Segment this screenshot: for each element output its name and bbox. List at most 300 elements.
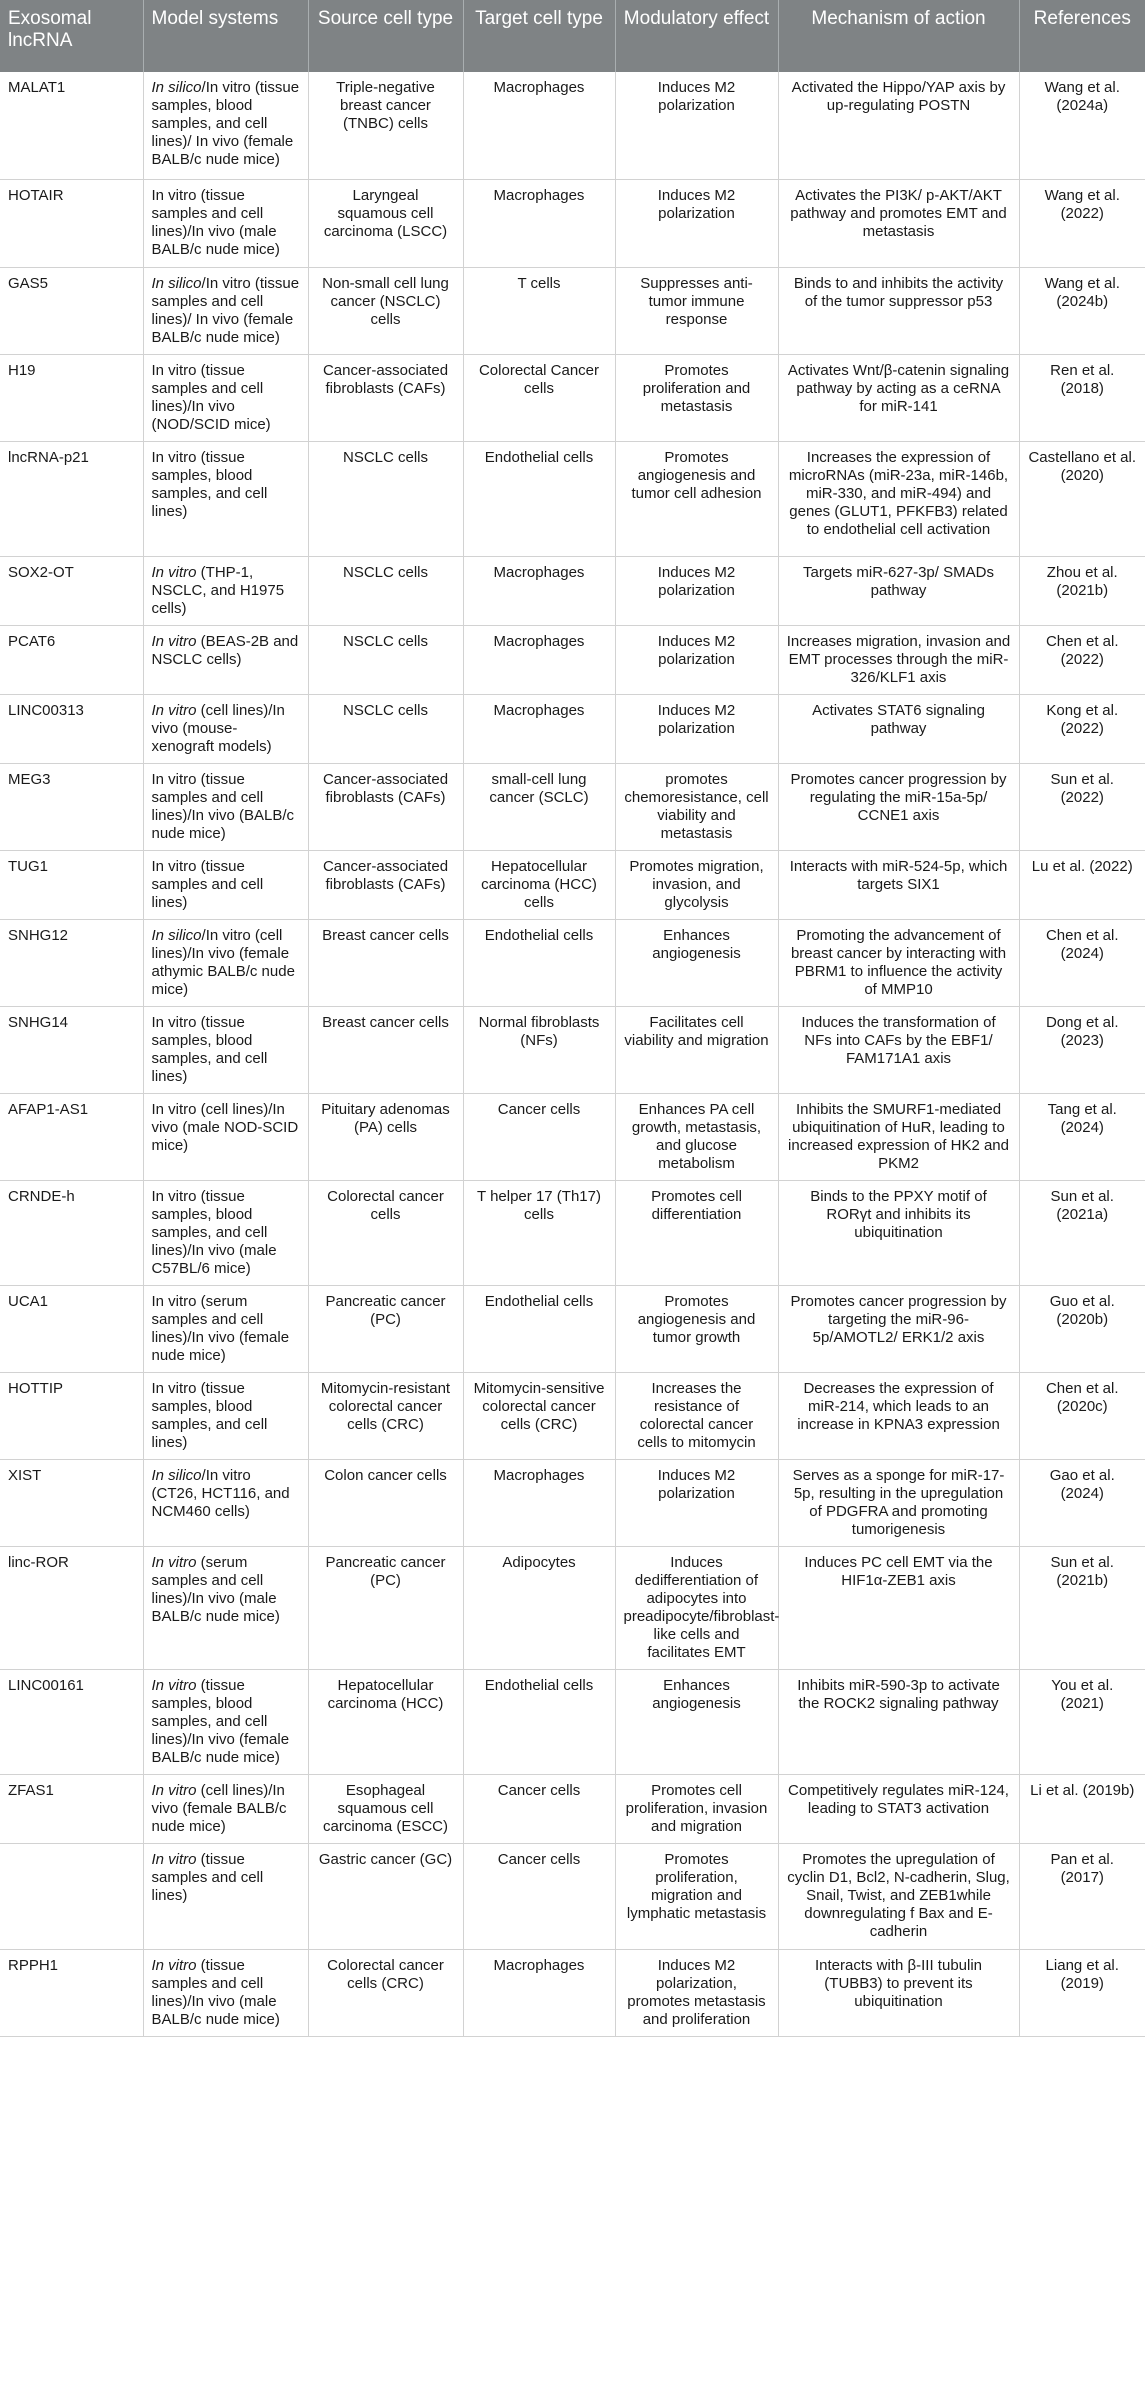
table-row xyxy=(0,267,1145,354)
model-systems-cell xyxy=(143,694,308,763)
modulatory-effect: Promotes proliferation, migration and lymphatic metastasis xyxy=(626,1850,767,1922)
source-cell-type-cell xyxy=(308,1093,463,1180)
reference-cell xyxy=(1019,1843,1145,1949)
model-systems-text: (serum samples and cell lines)/In vivo (male BALB/c nude mice) xyxy=(151,1553,280,1625)
model-systems-text: (THP-1, NSCLC, and H1975 cells) xyxy=(151,563,285,617)
target-cell-type-cell xyxy=(463,1669,615,1774)
target-cell-type-cell xyxy=(463,1372,615,1459)
target-cell-type: Macrophages xyxy=(493,186,585,204)
modulatory-effect: Induces M2 polarization xyxy=(657,632,736,668)
modulatory-effect-cell xyxy=(615,1546,778,1669)
lncrna-name-cell xyxy=(0,1843,143,1949)
lncrna-name-cell xyxy=(0,1949,143,2036)
reference: Sun et al. (2022) xyxy=(1050,770,1114,806)
source-cell-type: Pancreatic cancer (PC) xyxy=(325,1553,446,1589)
source-cell-type: Cancer-associated fibroblasts (CAFs) xyxy=(322,857,449,893)
mechanism-of-action: Induces PC cell EMT via the HIF1α-ZEB1 axis xyxy=(804,1553,993,1589)
lncrna-name-cell xyxy=(0,1006,143,1093)
reference: Tang et al. (2024) xyxy=(1047,1100,1117,1136)
modulatory-effect-cell xyxy=(615,694,778,763)
source-cell-type-cell xyxy=(308,556,463,625)
model-systems-italic: In vitro xyxy=(151,563,197,581)
reference: Li et al. (2019b) xyxy=(1030,1781,1135,1799)
reference-cell xyxy=(1019,1459,1145,1546)
source-cell-type: NSCLC cells xyxy=(342,632,429,650)
lncrna-name-cell xyxy=(0,72,143,179)
table-row xyxy=(0,1843,1145,1949)
modulatory-effect: Suppresses anti-tumor immune response xyxy=(640,274,753,328)
target-cell-type: T cells xyxy=(517,274,561,292)
target-cell-type: Cancer cells xyxy=(497,1781,581,1799)
reference: Dong et al. (2023) xyxy=(1045,1013,1119,1049)
source-cell-type-cell xyxy=(308,1949,463,2036)
mechanism-of-action: Serves as a sponge for miR-17-5p, resulting in the upregulation of PDGFRA and promoting tumorigenesis xyxy=(792,1466,1005,1538)
modulatory-effect: Enhances angiogenesis xyxy=(652,1676,741,1712)
mechanism-of-action-cell xyxy=(778,1459,1019,1546)
header-row xyxy=(0,0,1145,72)
modulatory-effect: Promotes angiogenesis and tumor growth xyxy=(637,1292,756,1346)
source-cell-type: Hepatocellular carcinoma (HCC) xyxy=(327,1676,444,1712)
source-cell-type-cell xyxy=(308,441,463,556)
modulatory-effect-cell xyxy=(615,441,778,556)
modulatory-effect: Induces M2 polarization xyxy=(657,563,736,599)
reference-cell xyxy=(1019,919,1145,1006)
model-systems-text: In vitro (tissue samples and cell lines)/In vivo (NOD/SCID mice) xyxy=(151,361,271,433)
mechanism-of-action-cell xyxy=(778,1372,1019,1459)
model-systems-text: In vitro (tissue samples, blood samples, and cell lines) xyxy=(151,1379,268,1451)
mechanism-of-action-cell xyxy=(778,694,1019,763)
table-row xyxy=(0,919,1145,1006)
lncrna-name-cell xyxy=(0,1372,143,1459)
reference-cell xyxy=(1019,1949,1145,2036)
target-cell-type-cell xyxy=(463,1285,615,1372)
source-cell-type-cell xyxy=(308,1669,463,1774)
source-cell-type-cell xyxy=(308,694,463,763)
target-cell-type-cell xyxy=(463,72,615,179)
model-systems-cell xyxy=(143,919,308,1006)
table-row xyxy=(0,556,1145,625)
source-cell-type-cell xyxy=(308,919,463,1006)
modulatory-effect-cell xyxy=(615,850,778,919)
lncrna-name: linc-ROR xyxy=(8,1553,69,1571)
target-cell-type: Normal fibroblasts (NFs) xyxy=(478,1013,600,1049)
lncrna-name-cell xyxy=(0,1546,143,1669)
source-cell-type-cell xyxy=(308,267,463,354)
target-cell-type: Endothelial cells xyxy=(484,926,594,944)
target-cell-type: Mitomycin-sensitive colorectal cancer cells (CRC) xyxy=(473,1379,605,1433)
modulatory-effect: Enhances PA cell growth, metastasis, and glucose metabolism xyxy=(631,1100,762,1172)
lncrna-name: TUG1 xyxy=(8,857,49,875)
table-row xyxy=(0,1285,1145,1372)
mechanism-of-action-cell xyxy=(778,625,1019,694)
model-systems-cell xyxy=(143,1669,308,1774)
lncrna-name-cell xyxy=(0,556,143,625)
lncrna-name: PCAT6 xyxy=(8,632,56,650)
model-systems-text: (tissue samples and cell lines)/In vivo (male BALB/c nude mice) xyxy=(151,1956,280,2028)
source-cell-type-cell xyxy=(308,1372,463,1459)
source-cell-type-cell xyxy=(308,1546,463,1669)
model-systems-text: In vitro (cell lines)/In vivo (male NOD-SCID mice) xyxy=(151,1100,299,1154)
mechanism-of-action-cell xyxy=(778,1669,1019,1774)
lncrna-name: SOX2-OT xyxy=(8,563,74,581)
lncrna-name: RPPH1 xyxy=(8,1956,59,1974)
lncrna-name: CRNDE-h xyxy=(8,1187,75,1205)
table-row xyxy=(0,1006,1145,1093)
lncrna-name-cell xyxy=(0,1459,143,1546)
target-cell-type: Endothelial cells xyxy=(484,448,594,466)
lncrna-name: SNHG14 xyxy=(8,1013,69,1031)
lncrna-name-cell xyxy=(0,625,143,694)
source-cell-type: Pituitary adenomas (PA) cells xyxy=(321,1100,450,1136)
target-cell-type: Endothelial cells xyxy=(484,1292,594,1310)
lncrna-name: MEG3 xyxy=(8,770,51,788)
reference: Zhou et al. (2021b) xyxy=(1046,563,1118,599)
table-row xyxy=(0,625,1145,694)
source-cell-type: Colorectal cancer cells xyxy=(327,1187,444,1223)
modulatory-effect: Promotes cell differentiation xyxy=(651,1187,742,1223)
source-cell-type: Laryngeal squamous cell carcinoma (LSCC) xyxy=(323,186,448,240)
model-systems-italic: In silico xyxy=(151,274,202,292)
reference-cell xyxy=(1019,1093,1145,1180)
model-systems-text: In vitro (tissue samples, blood samples, and cell lines) xyxy=(151,1013,268,1085)
reference: Sun et al. (2021b) xyxy=(1050,1553,1114,1589)
target-cell-type: Hepatocellular carcinoma (HCC) cells xyxy=(481,857,597,911)
modulatory-effect-cell xyxy=(615,1949,778,2036)
model-systems-cell xyxy=(143,1459,308,1546)
lncrna-name: HOTAIR xyxy=(8,186,64,204)
modulatory-effect-cell xyxy=(615,1774,778,1843)
reference-cell xyxy=(1019,1180,1145,1285)
lncrna-name: lncRNA-p21 xyxy=(8,448,89,466)
mechanism-of-action: Activates STAT6 signaling pathway xyxy=(812,701,985,737)
modulatory-effect-cell xyxy=(615,354,778,441)
source-cell-type: Gastric cancer (GC) xyxy=(318,1850,453,1868)
source-cell-type: NSCLC cells xyxy=(342,563,429,581)
mechanism-of-action-cell xyxy=(778,354,1019,441)
reference-cell xyxy=(1019,556,1145,625)
lncrna-name-cell xyxy=(0,1774,143,1843)
target-cell-type: Macrophages xyxy=(493,563,585,581)
source-cell-type: NSCLC cells xyxy=(342,701,429,719)
mechanism-of-action-cell xyxy=(778,72,1019,179)
modulatory-effect-cell xyxy=(615,267,778,354)
lncrna-name-cell xyxy=(0,441,143,556)
table-row xyxy=(0,179,1145,267)
table-row xyxy=(0,1180,1145,1285)
source-cell-type-cell xyxy=(308,179,463,267)
target-cell-type-cell xyxy=(463,1546,615,1669)
mechanism-of-action-cell xyxy=(778,179,1019,267)
lncrna-name-cell xyxy=(0,1285,143,1372)
modulatory-effect: Induces M2 polarization xyxy=(657,79,736,114)
target-cell-type-cell xyxy=(463,1180,615,1285)
model-systems-text: /In vitro (tissue samples and cell lines)/ In vivo (female BALB/c nude mice) xyxy=(151,274,300,346)
target-cell-type-cell xyxy=(463,556,615,625)
source-cell-type-cell xyxy=(308,1459,463,1546)
table-row xyxy=(0,72,1145,179)
lncrna-name-cell xyxy=(0,354,143,441)
source-cell-type: Pancreatic cancer (PC) xyxy=(325,1292,446,1328)
model-systems-text: (tissue samples, blood samples, and cell lines)/In vivo (female BALB/c nude mice) xyxy=(151,1676,290,1766)
target-cell-type-cell xyxy=(463,179,615,267)
table-row xyxy=(0,694,1145,763)
modulatory-effect-cell xyxy=(615,919,778,1006)
lncrna-name: H19 xyxy=(8,361,36,379)
reference: Wang et al. (2024a) xyxy=(1044,79,1120,114)
mechanism-of-action: Promotes cancer progression by targeting the miR-96-5p/AMOTL2/ ERK1/2 axis xyxy=(790,1292,1007,1346)
target-cell-type: Macrophages xyxy=(493,701,585,719)
target-cell-type-cell xyxy=(463,850,615,919)
mechanism-of-action: Interacts with β-III tubulin (TUBB3) to prevent its ubiquitination xyxy=(814,1956,983,2010)
model-systems-italic: In silico xyxy=(151,926,202,944)
reference-cell xyxy=(1019,1669,1145,1774)
reference: Wang et al. (2024b) xyxy=(1044,274,1120,310)
mechanism-of-action: Increases the expression of microRNAs (miR-23a, miR-146b, miR-330, and miR-494) and genes (GLUT1, PFKFB3) related to endothelial cell activation xyxy=(788,448,1009,538)
lncrna-name-cell xyxy=(0,1669,143,1774)
reference-cell xyxy=(1019,1774,1145,1843)
model-systems-cell xyxy=(143,1285,308,1372)
target-cell-type: Cancer cells xyxy=(497,1100,581,1118)
source-cell-type-cell xyxy=(308,354,463,441)
modulatory-effect-cell xyxy=(615,1843,778,1949)
target-cell-type: Endothelial cells xyxy=(484,1676,594,1694)
lncrna-name-cell xyxy=(0,850,143,919)
model-systems-cell xyxy=(143,556,308,625)
source-cell-type: Cancer-associated fibroblasts (CAFs) xyxy=(322,770,449,806)
model-systems-text: /In vitro (cell lines)/In vivo (female athymic BALB/c nude mice) xyxy=(151,926,295,998)
target-cell-type: small-cell lung cancer (SCLC) xyxy=(489,770,589,806)
target-cell-type: Colorectal Cancer cells xyxy=(478,361,600,397)
table-row xyxy=(0,1546,1145,1669)
target-cell-type-cell xyxy=(463,1949,615,2036)
source-cell-type: Cancer-associated fibroblasts (CAFs) xyxy=(322,361,449,397)
modulatory-effect-cell xyxy=(615,1372,778,1459)
source-cell-type-cell xyxy=(308,72,463,179)
reference: Castellano et al. (2020) xyxy=(1028,448,1137,484)
lncrna-name-cell xyxy=(0,267,143,354)
model-systems-text: (BEAS-2B and NSCLC cells) xyxy=(151,632,299,668)
reference: Ren et al. (2018) xyxy=(1050,361,1115,397)
lncrna-name: GAS5 xyxy=(8,274,49,292)
reference-cell xyxy=(1019,850,1145,919)
reference: Chen et al. (2020c) xyxy=(1045,1379,1119,1415)
reference: Kong et al. (2022) xyxy=(1046,701,1119,737)
mechanism-of-action: Activates Wnt/β-catenin signaling pathway by acting as a ceRNA for miR-141 xyxy=(787,361,1010,415)
mechanism-of-action-cell xyxy=(778,1774,1019,1843)
mechanism-of-action-cell xyxy=(778,1546,1019,1669)
table-row xyxy=(0,441,1145,556)
lncrna-name: XIST xyxy=(8,1466,42,1484)
source-cell-type: Non-small cell lung cancer (NSCLC) cells xyxy=(322,274,449,328)
target-cell-type: Macrophages xyxy=(493,1956,585,1974)
reference-cell xyxy=(1019,441,1145,556)
mechanism-of-action: Binds to the PPXY motif of RORγt and inhibits its ubiquitination xyxy=(810,1187,987,1241)
reference-cell xyxy=(1019,763,1145,850)
table-row xyxy=(0,354,1145,441)
target-cell-type: T helper 17 (Th17) cells xyxy=(477,1187,601,1223)
reference: Sun et al. (2021a) xyxy=(1050,1187,1114,1223)
modulatory-effect: Enhances angiogenesis xyxy=(652,926,741,962)
modulatory-effect: Facilitates cell viability and migration xyxy=(624,1013,769,1049)
mechanism-of-action-cell xyxy=(778,1006,1019,1093)
lncrna-name-cell xyxy=(0,1180,143,1285)
table-row xyxy=(0,1949,1145,2036)
mechanism-of-action: Targets miR-627-3p/ SMADs pathway xyxy=(803,563,994,599)
model-systems-italic: In vitro xyxy=(151,1781,197,1799)
mechanism-of-action: Increases migration, invasion and EMT processes through the miR-326/KLF1 axis xyxy=(786,632,1011,686)
modulatory-effect: Promotes migration, invasion, and glycolysis xyxy=(629,857,764,911)
model-systems-italic: In vitro xyxy=(151,1553,197,1571)
target-cell-type-cell xyxy=(463,267,615,354)
model-systems-text: In vitro (tissue samples, blood samples, and cell lines)/In vivo (male C57BL/6 mice) xyxy=(151,1187,277,1277)
target-cell-type-cell xyxy=(463,354,615,441)
modulatory-effect-cell xyxy=(615,763,778,850)
reference-cell xyxy=(1019,625,1145,694)
reference-cell xyxy=(1019,72,1145,179)
model-systems-cell xyxy=(143,763,308,850)
model-systems-italic: In vitro xyxy=(151,1850,197,1868)
model-systems-italic: In vitro xyxy=(151,632,197,650)
target-cell-type: Macrophages xyxy=(493,1466,585,1484)
lncrna-name: LINC00313 xyxy=(8,701,84,719)
lncrna-name: UCA1 xyxy=(8,1292,49,1310)
mechanism-of-action-cell xyxy=(778,441,1019,556)
model-systems-cell xyxy=(143,441,308,556)
model-systems-cell xyxy=(143,1546,308,1669)
modulatory-effect-cell xyxy=(615,1180,778,1285)
model-systems-cell xyxy=(143,1949,308,2036)
source-cell-type-cell xyxy=(308,1285,463,1372)
lncrna-name-cell xyxy=(0,179,143,267)
source-cell-type-cell xyxy=(308,1843,463,1949)
mechanism-of-action: Binds to and inhibits the activity of the tumor suppressor p53 xyxy=(793,274,1004,310)
table-body xyxy=(0,72,1145,2036)
model-systems-cell xyxy=(143,72,308,179)
modulatory-effect: Induces M2 polarization xyxy=(657,1466,736,1502)
modulatory-effect: promotes chemoresistance, cell viability and metastasis xyxy=(624,770,769,842)
model-systems-italic: In silico xyxy=(151,1466,202,1484)
model-systems-cell xyxy=(143,1093,308,1180)
table-row xyxy=(0,763,1145,850)
modulatory-effect-cell xyxy=(615,625,778,694)
model-systems-text: (tissue samples and cell lines) xyxy=(151,1850,264,1904)
target-cell-type: Macrophages xyxy=(493,632,585,650)
lncrna-name-cell xyxy=(0,1093,143,1180)
model-systems-italic: In vitro xyxy=(151,1676,197,1694)
modulatory-effect-cell xyxy=(615,1285,778,1372)
lncrna-name: SNHG12 xyxy=(8,926,69,944)
mechanism-of-action: Competitively regulates miR-124, leading to STAT3 activation xyxy=(788,1781,1009,1817)
source-cell-type-cell xyxy=(308,625,463,694)
lncrna-name: AFAP1-AS1 xyxy=(8,1100,89,1118)
header-modulatory-effect: Modulatory effect xyxy=(615,0,778,72)
modulatory-effect: Induces M2 polarization xyxy=(657,186,736,222)
modulatory-effect-cell xyxy=(615,1006,778,1093)
lncrna-name: HOTTIP xyxy=(8,1379,63,1397)
table-row xyxy=(0,1093,1145,1180)
lncrna-name: ZFAS1 xyxy=(8,1781,54,1799)
target-cell-type-cell xyxy=(463,441,615,556)
table-row xyxy=(0,1774,1145,1843)
mechanism-of-action: Induces the transformation of NFs into CAFs by the EBF1/ FAM171A1 axis xyxy=(801,1013,996,1067)
model-systems-cell xyxy=(143,1006,308,1093)
header-exosomal-lncrna: Exosomal lncRNA xyxy=(0,0,143,72)
mechanism-of-action: Activates the PI3K/ p-AKT/AKT pathway and promotes EMT and metastasis xyxy=(790,186,1007,240)
reference-cell xyxy=(1019,1006,1145,1093)
reference-cell xyxy=(1019,1372,1145,1459)
lncrna-name-cell xyxy=(0,694,143,763)
source-cell-type: Breast cancer cells xyxy=(322,1013,449,1031)
target-cell-type: Macrophages xyxy=(493,79,585,96)
reference-cell xyxy=(1019,354,1145,441)
source-cell-type-cell xyxy=(308,1006,463,1093)
mechanism-of-action-cell xyxy=(778,1180,1019,1285)
model-systems-italic: In vitro xyxy=(151,701,197,719)
mechanism-of-action-cell xyxy=(778,850,1019,919)
mechanism-of-action-cell xyxy=(778,556,1019,625)
modulatory-effect: Induces M2 polarization, promotes metastasis and proliferation xyxy=(627,1956,766,2028)
mechanism-of-action-cell xyxy=(778,267,1019,354)
reference: Lu et al. (2022) xyxy=(1031,857,1133,875)
model-systems-italic: In vitro xyxy=(151,1956,197,1974)
source-cell-type: Esophageal squamous cell carcinoma (ESCC) xyxy=(322,1781,449,1835)
target-cell-type-cell xyxy=(463,1459,615,1546)
model-systems-cell xyxy=(143,625,308,694)
modulatory-effect-cell xyxy=(615,556,778,625)
table-row xyxy=(0,850,1145,919)
mechanism-of-action: Inhibits miR-590-3p to activate the ROCK2 signaling pathway xyxy=(797,1676,1000,1712)
reference: Chen et al. (2022) xyxy=(1045,632,1119,668)
mechanism-of-action: Decreases the expression of miR-214, which leads to an increase in KPNA3 expression xyxy=(797,1379,1000,1433)
source-cell-type: Triple-negative breast cancer (TNBC) cells xyxy=(336,79,435,132)
model-systems-text: (cell lines)/In vivo (female BALB/c nude mice) xyxy=(151,1781,287,1835)
modulatory-effect: Promotes proliferation and metastasis xyxy=(642,361,751,415)
reference: Guo et al. (2020b) xyxy=(1049,1292,1115,1328)
target-cell-type-cell xyxy=(463,1093,615,1180)
reference-cell xyxy=(1019,267,1145,354)
source-cell-type-cell xyxy=(308,850,463,919)
target-cell-type-cell xyxy=(463,1006,615,1093)
mechanism-of-action-cell xyxy=(778,1949,1019,2036)
modulatory-effect-cell xyxy=(615,72,778,179)
table-row xyxy=(0,1372,1145,1459)
mechanism-of-action: Inhibits the SMURF1-mediated ubiquitination of HuR, leading to increased expression of HK2 and PKM2 xyxy=(788,1100,1009,1172)
model-systems-italic: In silico xyxy=(151,79,202,96)
reference-cell xyxy=(1019,179,1145,267)
reference-cell xyxy=(1019,694,1145,763)
source-cell-type: NSCLC cells xyxy=(342,448,429,466)
model-systems-text: In vitro (tissue samples and cell lines)/In vivo (male BALB/c nude mice) xyxy=(151,186,280,258)
mechanism-of-action: Interacts with miR-524-5p, which targets SIX1 xyxy=(789,857,1008,893)
model-systems-cell xyxy=(143,850,308,919)
model-systems-cell xyxy=(143,1774,308,1843)
model-systems-cell xyxy=(143,1372,308,1459)
reference-cell xyxy=(1019,1546,1145,1669)
modulatory-effect: Promotes cell proliferation, invasion and migration xyxy=(625,1781,768,1835)
mechanism-of-action: Promotes cancer progression by regulating the miR-15a-5p/ CCNE1 axis xyxy=(790,770,1007,824)
source-cell-type-cell xyxy=(308,763,463,850)
modulatory-effect-cell xyxy=(615,179,778,267)
model-systems-text: /In vitro (CT26, HCT116, and NCM460 cells) xyxy=(151,1466,290,1520)
mechanism-of-action-cell xyxy=(778,1093,1019,1180)
mechanism-of-action: Activated the Hippo/YAP axis by up-regulating POSTN xyxy=(791,79,1006,114)
target-cell-type-cell xyxy=(463,763,615,850)
source-cell-type: Breast cancer cells xyxy=(322,926,449,944)
header-source-cell-type: Source cell type xyxy=(308,0,463,72)
reference-cell xyxy=(1019,1285,1145,1372)
target-cell-type-cell xyxy=(463,694,615,763)
modulatory-effect-cell xyxy=(615,1459,778,1546)
